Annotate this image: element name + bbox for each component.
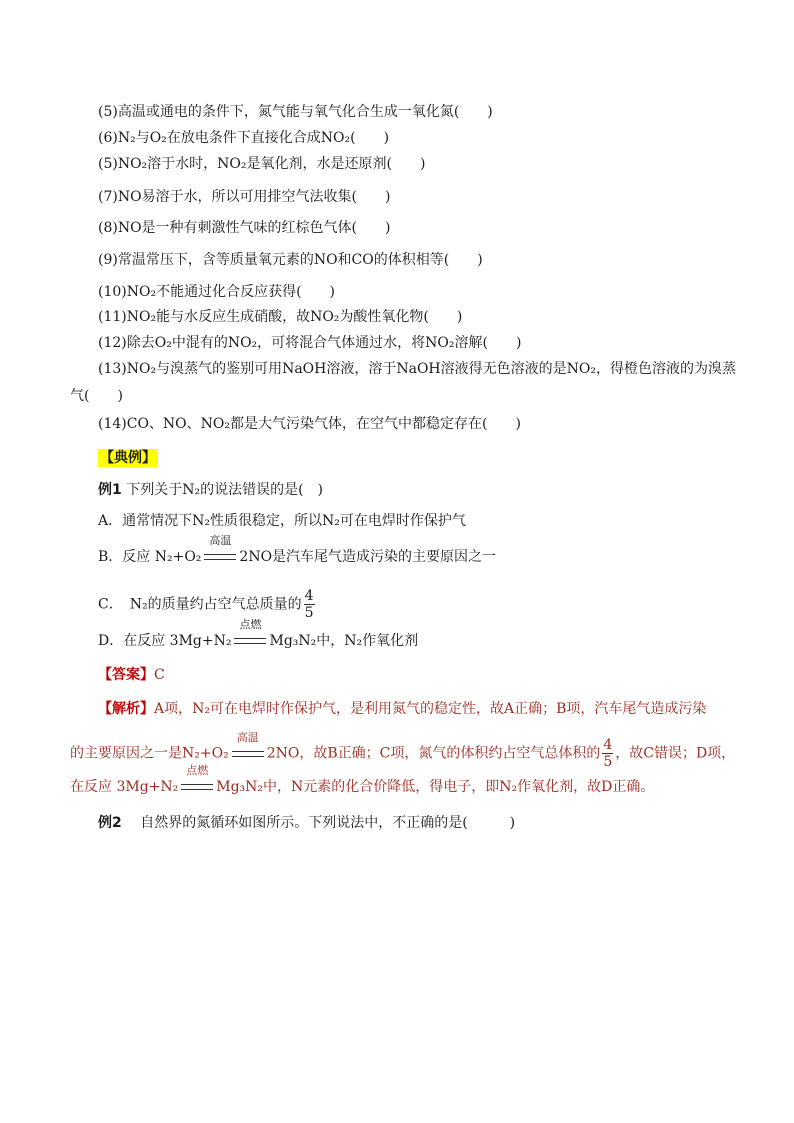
option-c-text: C． N₂的质量约占空气总质量的	[98, 596, 302, 613]
question-9: (9)常温常压下，含等质量氧元素的NO和CO的体积相等( )	[98, 252, 483, 268]
condition-high-temp	[202, 534, 238, 567]
question-10: (10)NO₂不能通过化合反应获得( )	[98, 284, 336, 300]
analysis-text-1: A项，N₂可在电焊时作保护气，是利用氮气的稳定性，故A正确；B项，汽车尾气造成污染	[154, 701, 707, 717]
section-tag: 【典例】	[100, 450, 156, 466]
answer-value: C	[154, 667, 165, 683]
fraction-numerator: 4	[304, 588, 314, 604]
question-5b: (5)NO₂溶于水时，NO₂是氧化剂，水是还原剂( )	[98, 156, 426, 172]
example-2-label: 例2	[98, 815, 122, 831]
question-11: (11)NO₂能与水反应生成硝酸，故NO₂为酸性氧化物( )	[98, 309, 463, 325]
question-7: (7)NO易溶于水，所以可用排空气法收集( )	[98, 189, 391, 205]
option-b-reactants: B．反应 N₂+O₂	[98, 549, 202, 565]
section-typical-example	[98, 448, 158, 468]
fraction-four-fifths	[304, 588, 315, 621]
option-d-reactants: D．在反应 3Mg+N₂	[98, 633, 232, 649]
option-b-products: 2NO是汽车尾气造成污染的主要原因之一	[239, 549, 497, 565]
fraction-four-fifths-2	[602, 737, 613, 770]
analysis-text-2b: 2NO，故B正确；C项，氮气的体积约占空气总体积的	[266, 745, 601, 762]
example-2-stem	[98, 813, 515, 833]
condition-label: 点燃	[239, 618, 262, 631]
condition-ignite	[232, 618, 268, 651]
analysis-text-3a: 在反应 3Mg+N₂	[70, 779, 179, 795]
answer-tag: 【答案】	[98, 667, 154, 683]
option-a: A．通常情况下N₂性质很稳定，所以N₂可在电焊时作保护气	[98, 513, 466, 529]
option-c	[98, 588, 317, 621]
example-1-text: 下列关于N₂的说法错误的是( )	[126, 482, 323, 498]
question-6: (6)N₂与O₂在放电条件下直接化合成NO₂( )	[98, 130, 390, 146]
question-5a: (5)高温或通电的条件下，氮气能与氧气化合生成一氧化氮( )	[98, 104, 493, 120]
analysis-line-3	[70, 764, 655, 797]
analysis-text-2a: 的主要原因之一是N₂+O₂	[70, 745, 229, 762]
example-1-stem	[98, 480, 323, 500]
question-13: (13)NO₂与溴蒸气的鉴别可用NaOH溶液，溶于NaOH溶液得无色溶液的是NO₂，得橙色溶液的为溴蒸	[98, 361, 736, 377]
option-b	[98, 534, 497, 567]
option-d-products: Mg₃N₂中，N₂作氧化剂	[269, 633, 419, 649]
fraction-denominator: 5	[603, 754, 613, 770]
question-14: (14)CO、NO、NO₂都是大气污染气体，在空气中都稳定存在( )	[98, 416, 521, 432]
condition-label: 高温	[236, 730, 259, 744]
analysis-text-3b: Mg₃N₂中，N元素的化合价降低，得电子，即N₂作氧化剂，故D正确。	[216, 779, 655, 795]
question-13-cont: 气( )	[70, 388, 123, 404]
example-2-text: 自然界的氮循环如图所示。下列说法中，不正确的是( )	[126, 815, 516, 831]
option-d	[98, 618, 419, 651]
fraction-denominator: 5	[304, 605, 314, 621]
analysis-text-2c: ，故C错误；D项，	[615, 745, 736, 762]
question-12: (12)除去O₂中混有的NO₂，可将混合气体通过水，将NO₂溶解( )	[98, 335, 522, 351]
fraction-numerator: 4	[603, 737, 613, 753]
condition-high-temp-2	[230, 730, 266, 764]
analysis-line-2	[70, 730, 736, 770]
analysis-tag: 【解析】	[98, 701, 154, 717]
condition-label: 点燃	[186, 764, 209, 777]
condition-ignite-2	[179, 764, 215, 797]
condition-label: 高温	[209, 534, 232, 547]
question-8: (8)NO是一种有刺激性气味的红棕色气体( )	[98, 220, 391, 236]
example-1-label: 例1	[98, 482, 122, 498]
answer-line	[98, 665, 165, 685]
analysis-line-1	[98, 699, 706, 719]
